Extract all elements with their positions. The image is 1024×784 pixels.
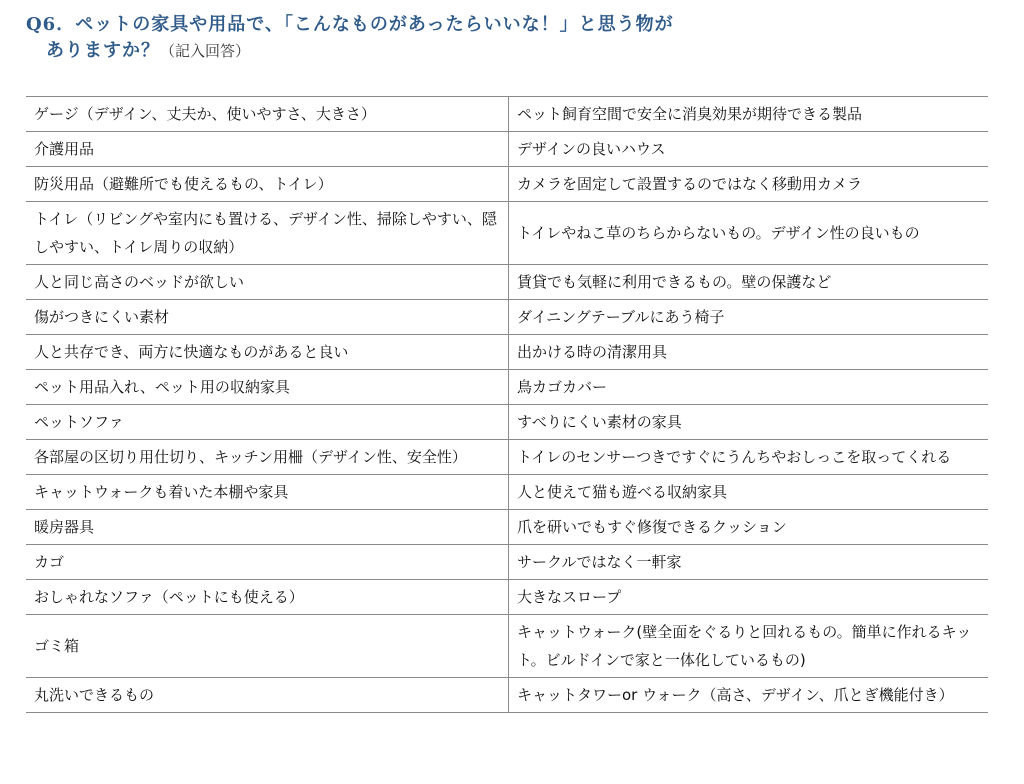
table-row bbox=[26, 475, 988, 510]
answer-cell-right: 出かける時の清潔用具 bbox=[509, 335, 989, 370]
answer-cell-left: 暖房器具 bbox=[26, 510, 509, 545]
table-row bbox=[26, 265, 988, 300]
answer-cell-right: 賃貸でも気軽に利用できるもの。壁の保護など bbox=[509, 265, 989, 300]
table-row bbox=[26, 678, 988, 713]
answer-cell-left: カゴ bbox=[26, 545, 509, 580]
answer-cell-right: トイレやねこ草のちらからないもの。デザイン性の良いもの bbox=[509, 202, 989, 265]
answer-cell-left: 人と共存でき、両方に快適なものがあると良い bbox=[26, 335, 509, 370]
answer-cell-right: デザインの良いハウス bbox=[509, 132, 989, 167]
answer-cell-right: カメラを固定して設置するのではなく移動用カメラ bbox=[509, 167, 989, 202]
question-line-2 bbox=[26, 38, 1006, 64]
answer-cell-right: 大きなスロープ bbox=[509, 580, 989, 615]
table-row bbox=[26, 440, 988, 475]
answer-cell-left: 丸洗いできるもの bbox=[26, 678, 509, 713]
table-row bbox=[26, 167, 988, 202]
table-row bbox=[26, 545, 988, 580]
answer-cell-left: ペット用品入れ、ペット用の収納家具 bbox=[26, 370, 509, 405]
table-row bbox=[26, 202, 988, 265]
question-note: （記入回答） bbox=[160, 42, 251, 60]
table-row bbox=[26, 300, 988, 335]
answer-cell-left: 人と同じ高さのベッドが欲しい bbox=[26, 265, 509, 300]
table-row bbox=[26, 370, 988, 405]
answer-cell-right: ダイニングテーブルにあう椅子 bbox=[509, 300, 989, 335]
table-row bbox=[26, 97, 988, 132]
answer-cell-left: 各部屋の区切り用仕切り、キッチン用柵（デザイン性、安全性） bbox=[26, 440, 509, 475]
answer-cell-left: ペットソファ bbox=[26, 405, 509, 440]
answers-table bbox=[26, 96, 988, 713]
answer-cell-right: キャットウォーク(壁全面をぐるりと回れるもの。簡単に作れるキット。ビルドインで家と一体化しているもの) bbox=[509, 615, 989, 678]
answer-cell-right: すべりにくい素材の家具 bbox=[509, 405, 989, 440]
answer-cell-left: キャットウォークも着いた本棚や家具 bbox=[26, 475, 509, 510]
answer-cell-left: 介護用品 bbox=[26, 132, 509, 167]
answer-cell-right: 爪を研いでもすぐ修復できるクッション bbox=[509, 510, 989, 545]
table-row bbox=[26, 510, 988, 545]
answer-cell-right: トイレのセンサーつきですぐにうんちやおしっこを取ってくれる bbox=[509, 440, 989, 475]
answer-cell-left: おしゃれなソファ（ペットにも使える） bbox=[26, 580, 509, 615]
question-heading bbox=[26, 12, 1006, 64]
answer-cell-left: ゲージ（デザイン、丈夫か、使いやすさ、大きさ） bbox=[26, 97, 509, 132]
table-row bbox=[26, 132, 988, 167]
answer-cell-right: 鳥カゴカバー bbox=[509, 370, 989, 405]
answer-cell-right: サークルではなく一軒家 bbox=[509, 545, 989, 580]
table-row bbox=[26, 335, 988, 370]
answer-cell-right: 人と使えて猫も遊べる収納家具 bbox=[509, 475, 989, 510]
table-row bbox=[26, 405, 988, 440]
table-row bbox=[26, 615, 988, 678]
answer-cell-left: 傷がつきにくい素材 bbox=[26, 300, 509, 335]
table-row bbox=[26, 580, 988, 615]
question-line-2-text: ありますか？ bbox=[46, 40, 160, 61]
answer-cell-right: キャットタワーor ウォーク（高さ、デザイン、爪とぎ機能付き） bbox=[509, 678, 989, 713]
answer-cell-left: ゴミ箱 bbox=[26, 615, 509, 678]
answer-cell-left: トイレ（リビングや室内にも置ける、デザイン性、掃除しやすい、隠しやすい、トイレ周りの収納） bbox=[26, 202, 509, 265]
question-line-1: Q6．ペットの家具や用品で、「こんなものがあったらいいな！」と思う物が bbox=[26, 14, 674, 35]
answer-cell-right: ペット飼育空間で安全に消臭効果が期待できる製品 bbox=[509, 97, 989, 132]
answer-cell-left: 防災用品（避難所でも使えるもの、トイレ） bbox=[26, 167, 509, 202]
